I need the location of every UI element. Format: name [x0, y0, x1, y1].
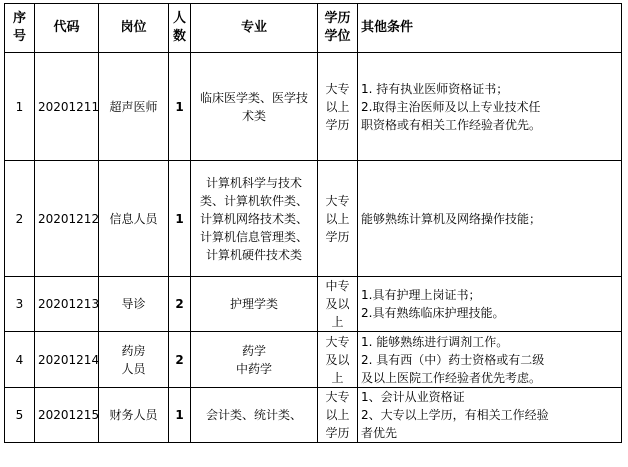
table-row	[5, 388, 622, 443]
cell-no: 1	[5, 53, 35, 161]
table-row	[5, 53, 622, 161]
cell-code: 20201214	[35, 332, 99, 388]
cell-code: 20201215	[35, 388, 99, 443]
cell-major: 护理学类	[191, 277, 318, 332]
job-requirements-table	[4, 3, 622, 443]
header-position: 岗位	[99, 4, 169, 53]
cell-count: 2	[169, 332, 191, 388]
cell-count: 1	[169, 388, 191, 443]
cell-education: 大专 及以 上	[318, 332, 358, 388]
cell-position: 超声医师	[99, 53, 169, 161]
cell-no: 4	[5, 332, 35, 388]
cell-major: 计算机科学与技术 类、计算机软件类、 计算机网络技术类、 计算机信息管理类、 计算机硬件技术类	[191, 161, 318, 277]
cell-major: 药学 中药学	[191, 332, 318, 388]
cell-code: 20201213	[35, 277, 99, 332]
table-row	[5, 161, 622, 277]
cell-education: 中专 及以 上	[318, 277, 358, 332]
cell-education: 大专 以上 学历	[318, 161, 358, 277]
header-code: 代码	[35, 4, 99, 53]
header-education: 学历 学位	[318, 4, 358, 53]
header-no: 序 号	[5, 4, 35, 53]
header-count: 人 数	[169, 4, 191, 53]
cell-position: 药房 人员	[99, 332, 169, 388]
cell-code: 20201212	[35, 161, 99, 277]
header-other: 其他条件	[358, 4, 622, 53]
cell-other: 1、会计从业资格证 2、大专以上学历，有相关工作经验 者优先	[358, 388, 622, 443]
cell-position: 信息人员	[99, 161, 169, 277]
cell-position: 导诊	[99, 277, 169, 332]
cell-count: 1	[169, 161, 191, 277]
cell-position: 财务人员	[99, 388, 169, 443]
table-row	[5, 277, 622, 332]
table-header-row	[5, 4, 622, 53]
table-row	[5, 332, 622, 388]
cell-code: 20201211	[35, 53, 99, 161]
cell-other: 1.具有护理上岗证书； 2.具有熟练临床护理技能。	[358, 277, 622, 332]
cell-education: 大专 以上 学历	[318, 53, 358, 161]
cell-major: 会计类、统计类、	[191, 388, 318, 443]
cell-other: 能够熟练计算机及网络操作技能；	[358, 161, 622, 277]
cell-other: 1. 持有执业医师资格证书； 2.取得主治医师及以上专业技术任 职资格或有相关工作经验者优先。	[358, 53, 622, 161]
cell-no: 5	[5, 388, 35, 443]
cell-education: 大专 以上 学历	[318, 388, 358, 443]
cell-other: 1. 能够熟练进行调剂工作。 2. 具有西（中）药士资格或有二级 及以上医院工作经验者优先考虑。	[358, 332, 622, 388]
cell-no: 2	[5, 161, 35, 277]
cell-count: 2	[169, 277, 191, 332]
header-major: 专业	[191, 4, 318, 53]
cell-count: 1	[169, 53, 191, 161]
cell-major: 临床医学类、医学技 术类	[191, 53, 318, 161]
cell-no: 3	[5, 277, 35, 332]
